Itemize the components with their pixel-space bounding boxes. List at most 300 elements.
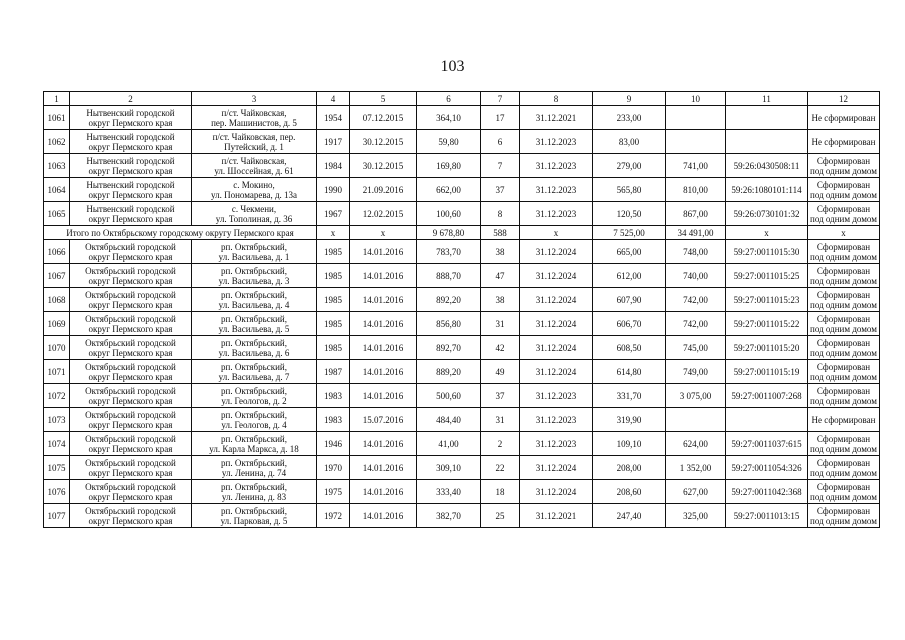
cadastre-number: 59:26:0430508:11 <box>726 154 808 178</box>
municipality <box>70 312 192 336</box>
people-count: 7 <box>481 154 520 178</box>
year-built: 1984 <box>317 154 350 178</box>
total-status: x <box>808 226 880 240</box>
municipality <box>70 240 192 264</box>
resettled-area: 565,80 <box>593 178 666 202</box>
area: 59,80 <box>417 130 481 154</box>
land-status <box>808 264 880 288</box>
municipality-line-2: округ Пермского края <box>88 419 173 430</box>
address <box>192 106 317 130</box>
row-number: 1066 <box>44 240 70 264</box>
municipality-line-2: округ Пермского края <box>88 213 173 224</box>
land-status-line-1: Сформирован <box>816 155 871 166</box>
deadline: 31.12.2024 <box>520 456 593 480</box>
cadastre-number: 59:27:0011015:20 <box>726 336 808 360</box>
land-status-line-1: Сформирован <box>816 481 871 492</box>
recognition-date: 14.01.2016 <box>350 504 417 528</box>
table-row <box>44 480 880 504</box>
column-header: 1 <box>44 92 70 106</box>
recognition-date: 14.01.2016 <box>350 480 417 504</box>
recognition-date: 30.12.2015 <box>350 154 417 178</box>
land-status-line-1: Сформирован <box>816 433 871 444</box>
address-line-2: Путейский, д. 1 <box>224 141 284 152</box>
recognition-date: 14.01.2016 <box>350 456 417 480</box>
land-status-line-1: Сформирован <box>816 265 871 276</box>
address-line-2: ул. Ленина, д. 74 <box>221 467 287 478</box>
recognition-date: 14.01.2016 <box>350 264 417 288</box>
address-line-1: рп. Октябрьский, <box>221 241 287 252</box>
land-status <box>808 178 880 202</box>
deadline: 31.12.2024 <box>520 288 593 312</box>
cadastre-number <box>726 106 808 130</box>
address-line-1: рп. Октябрьский, <box>221 433 287 444</box>
column-header: 2 <box>70 92 192 106</box>
address-line-2: ул. Ленина, д. 83 <box>221 491 287 502</box>
cost: 1 352,00 <box>666 456 726 480</box>
row-number: 1063 <box>44 154 70 178</box>
resettled-area: 109,10 <box>593 432 666 456</box>
column-header: 3 <box>192 92 317 106</box>
recognition-date: 14.01.2016 <box>350 288 417 312</box>
area: 888,70 <box>417 264 481 288</box>
resettled-area: 247,40 <box>593 504 666 528</box>
address-line-2: ул. Геологов, д. 4 <box>221 419 287 430</box>
cadastre-number: 59:27:0011042:368 <box>726 480 808 504</box>
resettled-area: 614,80 <box>593 360 666 384</box>
address-line-1: рп. Октябрьский, <box>221 265 287 276</box>
municipality-line-1: Нытвенский городской <box>86 107 175 118</box>
deadline: 31.12.2023 <box>520 408 593 432</box>
cost: 749,00 <box>666 360 726 384</box>
municipality <box>70 202 192 226</box>
land-status <box>808 202 880 226</box>
cost: 810,00 <box>666 178 726 202</box>
area: 662,00 <box>417 178 481 202</box>
people-count: 49 <box>481 360 520 384</box>
address-line-2: ул. Васильева, д. 7 <box>218 371 290 382</box>
land-status <box>808 480 880 504</box>
municipality-line-1: Нытвенский городской <box>86 179 175 190</box>
municipality-line-1: Октябрьский городской <box>85 313 176 324</box>
municipality <box>70 336 192 360</box>
area: 333,40 <box>417 480 481 504</box>
resettled-area: 665,00 <box>593 240 666 264</box>
municipality-line-2: округ Пермского края <box>88 165 173 176</box>
row-number: 1077 <box>44 504 70 528</box>
area: 484,40 <box>417 408 481 432</box>
land-status-line-1: Сформирован <box>816 385 871 396</box>
land-status-line-1: Не сформирован <box>811 112 876 123</box>
table-row <box>44 456 880 480</box>
row-number: 1062 <box>44 130 70 154</box>
land-status-line-2: под одним домом <box>810 189 877 200</box>
address-line-2: ул. Васильева, д. 3 <box>218 275 290 286</box>
year-built: 1917 <box>317 130 350 154</box>
land-status-line-1: Сформирован <box>816 361 871 372</box>
municipality <box>70 504 192 528</box>
table-row <box>44 178 880 202</box>
year-built: 1985 <box>317 240 350 264</box>
row-number: 1074 <box>44 432 70 456</box>
deadline: 31.12.2024 <box>520 336 593 360</box>
year-built: 1990 <box>317 178 350 202</box>
cost: 742,00 <box>666 312 726 336</box>
land-status <box>808 288 880 312</box>
land-status <box>808 312 880 336</box>
people-count: 31 <box>481 312 520 336</box>
cadastre-number <box>726 130 808 154</box>
municipality-line-1: Октябрьский городской <box>85 241 176 252</box>
table-row <box>44 408 880 432</box>
cost: 624,00 <box>666 432 726 456</box>
cost: 741,00 <box>666 154 726 178</box>
column-header: 7 <box>481 92 520 106</box>
municipality-line-2: округ Пермского края <box>88 371 173 382</box>
address-line-1: п/ст. Чайковская, <box>221 155 287 166</box>
municipality-line-2: округ Пермского края <box>88 117 173 128</box>
year-built: 1975 <box>317 480 350 504</box>
year-built: 1972 <box>317 504 350 528</box>
land-status <box>808 154 880 178</box>
land-status-line-2: под одним домом <box>810 395 877 406</box>
total-year: x <box>317 226 350 240</box>
cadastre-number: 59:26:1080101:114 <box>726 178 808 202</box>
municipality-line-1: Октябрьский городской <box>85 385 176 396</box>
deadline: 31.12.2024 <box>520 264 593 288</box>
resettled-area: 83,00 <box>593 130 666 154</box>
address-line-1: п/ст. Чайковская, <box>221 107 287 118</box>
cadastre-number: 59:27:0011015:19 <box>726 360 808 384</box>
resettled-area: 208,60 <box>593 480 666 504</box>
people-count: 17 <box>481 106 520 130</box>
table-row <box>44 288 880 312</box>
land-status-line-1: Сформирован <box>816 337 871 348</box>
people-count: 37 <box>481 178 520 202</box>
recognition-date: 21.09.2016 <box>350 178 417 202</box>
cost: 867,00 <box>666 202 726 226</box>
resettled-area: 279,00 <box>593 154 666 178</box>
table-row <box>44 130 880 154</box>
municipality <box>70 106 192 130</box>
resettled-area: 608,50 <box>593 336 666 360</box>
row-number: 1067 <box>44 264 70 288</box>
municipality-line-1: Нытвенский городской <box>86 131 175 142</box>
total-deadline: x <box>520 226 593 240</box>
row-number: 1069 <box>44 312 70 336</box>
total-people: 588 <box>481 226 520 240</box>
municipality-line-1: Октябрьский городской <box>85 289 176 300</box>
municipality-line-2: округ Пермского края <box>88 251 173 262</box>
column-header: 11 <box>726 92 808 106</box>
land-status <box>808 456 880 480</box>
municipality <box>70 384 192 408</box>
address-line-2: ул. Шоссейная, д. 61 <box>214 165 294 176</box>
cadastre-number: 59:27:0011037:615 <box>726 432 808 456</box>
area: 783,70 <box>417 240 481 264</box>
recognition-date: 14.01.2016 <box>350 360 417 384</box>
municipality-line-1: Октябрьский городской <box>85 409 176 420</box>
cadastre-number: 59:27:0011015:25 <box>726 264 808 288</box>
municipality <box>70 408 192 432</box>
land-status-line-1: Сформирован <box>816 313 871 324</box>
address <box>192 480 317 504</box>
resettled-area: 606,70 <box>593 312 666 336</box>
cadastre-number: 59:27:0011007:268 <box>726 384 808 408</box>
row-number: 1072 <box>44 384 70 408</box>
area: 500,60 <box>417 384 481 408</box>
municipality <box>70 264 192 288</box>
municipality-line-2: округ Пермского края <box>88 275 173 286</box>
land-status-line-2: под одним домом <box>810 165 877 176</box>
land-status-line-2: под одним домом <box>810 491 877 502</box>
cost: 325,00 <box>666 504 726 528</box>
year-built: 1983 <box>317 384 350 408</box>
table-row <box>44 360 880 384</box>
resettled-area: 120,50 <box>593 202 666 226</box>
address-line-1: п/ст. Чайковская, пер. <box>212 131 296 142</box>
address-line-2: ул. Тополиная, д. 36 <box>215 213 293 224</box>
area: 364,10 <box>417 106 481 130</box>
land-status-line-2: под одним домом <box>810 515 877 526</box>
people-count: 31 <box>481 408 520 432</box>
land-status-line-2: под одним домом <box>810 323 877 334</box>
cost: 742,00 <box>666 288 726 312</box>
address <box>192 312 317 336</box>
municipality-line-1: Октябрьский городской <box>85 505 176 516</box>
land-status-line-1: Сформирован <box>816 505 871 516</box>
deadline: 31.12.2023 <box>520 432 593 456</box>
year-built: 1967 <box>317 202 350 226</box>
address <box>192 336 317 360</box>
year-built: 1954 <box>317 106 350 130</box>
table-row <box>44 240 880 264</box>
people-count: 6 <box>481 130 520 154</box>
address-line-1: рп. Октябрьский, <box>221 337 287 348</box>
address <box>192 240 317 264</box>
row-number: 1068 <box>44 288 70 312</box>
municipality-line-2: округ Пермского края <box>88 467 173 478</box>
resettled-area: 319,90 <box>593 408 666 432</box>
address <box>192 264 317 288</box>
municipality <box>70 360 192 384</box>
people-count: 2 <box>481 432 520 456</box>
address <box>192 456 317 480</box>
address <box>192 504 317 528</box>
people-count: 18 <box>481 480 520 504</box>
recognition-date: 14.01.2016 <box>350 336 417 360</box>
land-status-line-2: под одним домом <box>810 371 877 382</box>
recognition-date: 15.07.2016 <box>350 408 417 432</box>
cadastre-number: 59:27:0011013:15 <box>726 504 808 528</box>
recognition-date: 14.01.2016 <box>350 240 417 264</box>
deadline: 31.12.2023 <box>520 202 593 226</box>
column-header: 9 <box>593 92 666 106</box>
municipality <box>70 456 192 480</box>
year-built: 1983 <box>317 408 350 432</box>
total-date: x <box>350 226 417 240</box>
total-cost: 34 491,00 <box>666 226 726 240</box>
municipality <box>70 432 192 456</box>
land-status-line-1: Не сформирован <box>811 414 876 425</box>
land-status-line-2: под одним домом <box>810 251 877 262</box>
year-built: 1985 <box>317 312 350 336</box>
municipality-line-1: Октябрьский городской <box>85 457 176 468</box>
address-line-1: рп. Октябрьский, <box>221 409 287 420</box>
address <box>192 432 317 456</box>
cost: 627,00 <box>666 480 726 504</box>
municipality-line-2: округ Пермского края <box>88 141 173 152</box>
land-status-line-2: под одним домом <box>810 347 877 358</box>
municipality-line-2: округ Пермского края <box>88 443 173 454</box>
land-status <box>808 336 880 360</box>
address-line-1: с. Мокино, <box>233 179 275 190</box>
address-line-1: рп. Октябрьский, <box>221 313 287 324</box>
total-area: 9 678,80 <box>417 226 481 240</box>
municipality-line-2: округ Пермского края <box>88 299 173 310</box>
resettled-area: 208,00 <box>593 456 666 480</box>
deadline: 31.12.2024 <box>520 480 593 504</box>
land-status <box>808 504 880 528</box>
area: 41,00 <box>417 432 481 456</box>
municipality <box>70 130 192 154</box>
municipality-line-2: округ Пермского края <box>88 491 173 502</box>
deadline: 31.12.2024 <box>520 312 593 336</box>
year-built: 1985 <box>317 336 350 360</box>
municipality <box>70 178 192 202</box>
municipality-line-1: Октябрьский городской <box>85 433 176 444</box>
municipality <box>70 154 192 178</box>
address-line-1: рп. Октябрьский, <box>221 289 287 300</box>
address <box>192 154 317 178</box>
table-row <box>44 312 880 336</box>
table-row <box>44 432 880 456</box>
people-count: 47 <box>481 264 520 288</box>
area: 169,80 <box>417 154 481 178</box>
recognition-date: 07.12.2015 <box>350 106 417 130</box>
municipality-line-1: Октябрьский городской <box>85 361 176 372</box>
area: 856,80 <box>417 312 481 336</box>
resettled-area: 607,90 <box>593 288 666 312</box>
cost: 740,00 <box>666 264 726 288</box>
address-line-1: рп. Октябрьский, <box>221 457 287 468</box>
row-number: 1076 <box>44 480 70 504</box>
area: 100,60 <box>417 202 481 226</box>
municipality <box>70 288 192 312</box>
table-row <box>44 384 880 408</box>
row-number: 1064 <box>44 178 70 202</box>
resettled-area: 331,70 <box>593 384 666 408</box>
address-line-1: рп. Октябрьский, <box>221 481 287 492</box>
address-line-2: ул. Васильева, д. 6 <box>218 347 290 358</box>
total-label: Итого по Октябрьскому городскому округу Пермского края <box>44 226 317 240</box>
municipality-line-2: округ Пермского края <box>88 395 173 406</box>
area: 309,10 <box>417 456 481 480</box>
table-row <box>44 504 880 528</box>
cadastre-number: 59:27:0011015:23 <box>726 288 808 312</box>
row-number: 1065 <box>44 202 70 226</box>
land-status <box>808 384 880 408</box>
row-number: 1070 <box>44 336 70 360</box>
total-section <box>44 226 880 240</box>
land-status-line-1: Сформирован <box>816 179 871 190</box>
total-cadastre: x <box>726 226 808 240</box>
column-header: 10 <box>666 92 726 106</box>
cost <box>666 408 726 432</box>
deadline: 31.12.2024 <box>520 360 593 384</box>
address <box>192 384 317 408</box>
address <box>192 178 317 202</box>
cadastre-number: 59:27:0011054:326 <box>726 456 808 480</box>
land-status-line-1: Сформирован <box>816 457 871 468</box>
people-count: 22 <box>481 456 520 480</box>
page-number: 103 <box>440 58 465 75</box>
table-row <box>44 154 880 178</box>
recognition-date: 12.02.2015 <box>350 202 417 226</box>
column-header: 5 <box>350 92 417 106</box>
area: 382,70 <box>417 504 481 528</box>
cost: 3 075,00 <box>666 384 726 408</box>
people-count: 42 <box>481 336 520 360</box>
total-resettled: 7 525,00 <box>593 226 666 240</box>
people-count: 8 <box>481 202 520 226</box>
cost <box>666 130 726 154</box>
row-number: 1073 <box>44 408 70 432</box>
year-built: 1946 <box>317 432 350 456</box>
land-status-line-1: Сформирован <box>816 241 871 252</box>
address-line-2: пер. Машинистов, д. 5 <box>211 117 297 128</box>
address <box>192 130 317 154</box>
municipality-line-2: округ Пермского края <box>88 347 173 358</box>
table-body-after-total <box>44 240 880 528</box>
deadline: 31.12.2024 <box>520 240 593 264</box>
address <box>192 202 317 226</box>
land-status <box>808 432 880 456</box>
resettled-area: 233,00 <box>593 106 666 130</box>
cadastre-number: 59:27:0011015:22 <box>726 312 808 336</box>
address-line-2: ул. Парковая, д. 5 <box>220 515 288 526</box>
municipality-line-1: Октябрьский городской <box>85 337 176 348</box>
land-status <box>808 106 880 130</box>
year-built: 1985 <box>317 264 350 288</box>
land-status <box>808 408 880 432</box>
deadline: 31.12.2023 <box>520 130 593 154</box>
address-line-2: ул. Пономарева, д. 13а <box>210 189 298 200</box>
row-number: 1071 <box>44 360 70 384</box>
address-line-2: ул. Васильева, д. 1 <box>218 251 290 262</box>
row-number: 1061 <box>44 106 70 130</box>
cost: 745,00 <box>666 336 726 360</box>
address-line-2: ул. Карла Маркса, д. 18 <box>209 443 299 454</box>
address <box>192 360 317 384</box>
address-line-1: рп. Октябрьский, <box>221 385 287 396</box>
municipality-line-1: Нытвенский городской <box>86 203 175 214</box>
total-row <box>44 226 880 240</box>
land-status-line-1: Не сформирован <box>811 136 876 147</box>
table-row <box>44 264 880 288</box>
people-count: 37 <box>481 384 520 408</box>
land-status <box>808 130 880 154</box>
address-line-2: ул. Геологов, д. 2 <box>221 395 287 406</box>
municipality-line-2: округ Пермского края <box>88 323 173 334</box>
recognition-date: 30.12.2015 <box>350 130 417 154</box>
area: 889,20 <box>417 360 481 384</box>
address-line-2: ул. Васильева, д. 5 <box>218 323 290 334</box>
address-line-2: ул. Васильева, д. 4 <box>218 299 290 310</box>
cost: 748,00 <box>666 240 726 264</box>
recognition-date: 14.01.2016 <box>350 384 417 408</box>
deadline: 31.12.2021 <box>520 106 593 130</box>
table-row <box>44 336 880 360</box>
